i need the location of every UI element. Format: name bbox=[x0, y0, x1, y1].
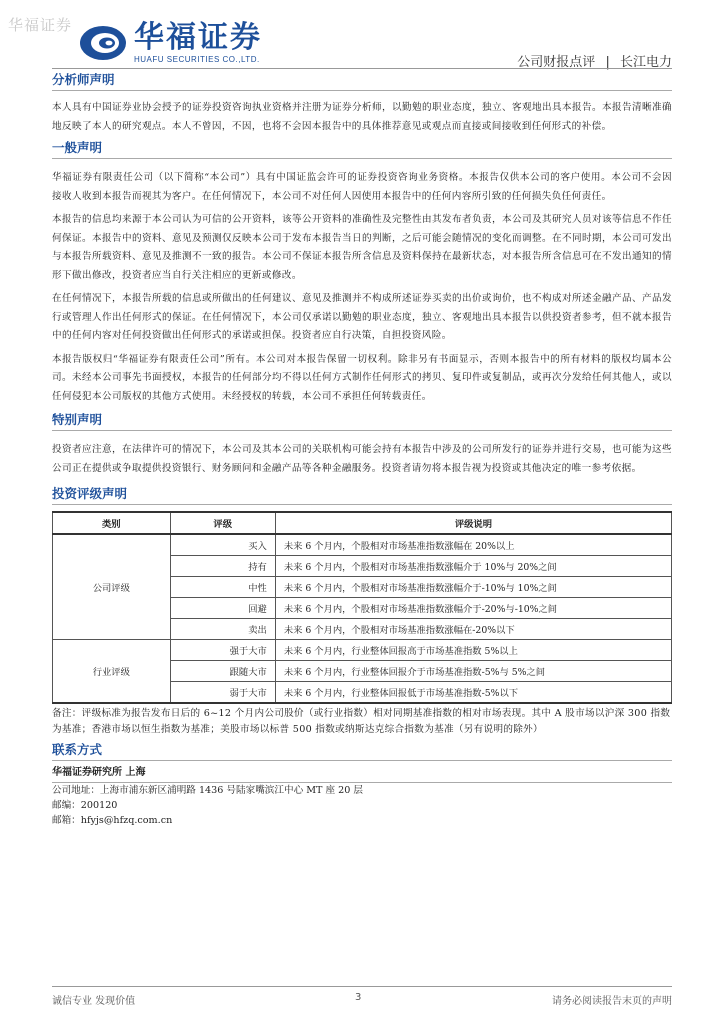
grade-cell: 跟随大市 bbox=[170, 661, 275, 682]
special-text: 投资者应注意，在法律许可的情况下，本公司及其本公司的关联机构可能会持有本报告中涉及的公司所发行的证券并进行交易，也可能为这些公司正在提供或争取提供投资银行、财务顾问和金融产品等各种金融服务。投资者请勿将本报告视为投资或其他决定的唯一参考依据。 bbox=[52, 444, 672, 474]
contact-postcode: 邮编：200120 bbox=[52, 800, 118, 811]
header-description: 评级说明 bbox=[275, 512, 671, 534]
table-row bbox=[53, 534, 672, 556]
grade-cell: 弱于大市 bbox=[170, 682, 275, 704]
page-number: 3 bbox=[355, 992, 362, 1003]
desc-cell: 未来 6 个月内，行业整体回报介于市场基准指数-5%与 5%之间 bbox=[275, 661, 671, 682]
general-para-2: 本报告的信息均来源于本公司认为可信的公开资料，该等公开资料的准确性及完整性由其发布者负责，本公司及其研究人员对该等信息不作任何保证。本报告中的资料、意见及预测仅反映本公司于发布本报告当日的判断，之后可能会随情况的变化而调整。在不同时期，本公司可发出与本报告所载资料、意见及推测不一致的报告。本公司不保证本报告所含信息及资料保持在最新状态，对本报告所含信息可在不发出通知的情形下做出修改，投资者应当自行关注相应的更新或修改。 bbox=[52, 214, 672, 281]
table-header-row bbox=[53, 512, 672, 534]
footer-divider bbox=[52, 986, 672, 987]
desc-cell: 未来 6 个月内，个股相对市场基准指数涨幅介于-10%与 10%之间 bbox=[275, 577, 671, 598]
desc-cell: 未来 6 个月内，个股相对市场基准指数涨幅在 20%以上 bbox=[275, 534, 671, 556]
footer-disclaimer: 请务必阅读报告末页的声明 bbox=[552, 996, 672, 1007]
rating-title: 投资评级声明 bbox=[52, 484, 672, 505]
contact-title: 联系方式 bbox=[52, 740, 672, 761]
contact-address: 公司地址：上海市浦东新区浦明路 1436 号陆家嘴滨江中心 MT 座 20 层 bbox=[52, 785, 363, 796]
contact-email: 邮箱：hfyjs@hfzq.com.cn bbox=[52, 815, 173, 826]
grade-cell: 买入 bbox=[170, 534, 275, 556]
special-title: 特别声明 bbox=[52, 410, 672, 431]
general-para-4: 本报告版权归“华福证券有限责任公司”所有。本公司对本报告保留一切权利。除非另有书面显示，否则本报告中的所有材料的版权均属本公司。未经本公司事先书面授权，本报告的任何部分均不得以任何方式制作任何形式的拷贝、复印件或复制品，或再次分发给任何其他人，或以任何侵犯本公司版权的其他方式使用。未经授权的转载，本公司不承担任何转载责任。 bbox=[52, 353, 672, 402]
header-category: 类别 bbox=[53, 512, 171, 534]
report-type: 公司财报点评 bbox=[517, 55, 596, 70]
general-para-3: 在任何情况下，本报告所载的信息或所做出的任何建议、意见及推测并不构成所述证券买卖的出价或询价，也不构成对所述金融产品、产品发行或管理人作出任何形式的保证。在任何情况下，本公司仅承诺以勤勉的职业态度，独立、客观地出具本报告以供投资者参考，但不就本报告中的任何内容对任何投资做出任何形式的承诺或担保。投资者应自行决策，自担投资风险。 bbox=[52, 293, 672, 341]
header-divider bbox=[52, 68, 672, 69]
header-separator: | bbox=[605, 55, 610, 70]
rating-note: 备注：评级标准为报告发布日后的 6~12 个月内公司股价（或行业指数）相对同期基准指数的相对市场表现。其中 A 股市场以沪深 300 指数为基准；香港市场以恒生指数为基准；美股市场以标普 500 指数或纳斯达克综合指数为基准（另有说明的除外） bbox=[52, 708, 671, 735]
rating-table bbox=[52, 511, 672, 704]
table-row bbox=[53, 640, 672, 661]
grade-cell: 持有 bbox=[170, 556, 275, 577]
desc-cell: 未来 6 个月内，行业整体回报高于市场基准指数 5%以上 bbox=[275, 640, 671, 661]
company-name: 长江电力 bbox=[619, 55, 672, 70]
desc-cell: 未来 6 个月内，个股相对市场基准指数涨幅介于-20%与-10%之间 bbox=[275, 598, 671, 619]
company-logo bbox=[78, 22, 262, 64]
grade-cell: 卖出 bbox=[170, 619, 275, 640]
analyst-text: 本人具有中国证券业协会授予的证券投资咨询执业资格并注册为证券分析师，以勤勉的职业态度，独立、客观地出具本报告。本报告清晰准确地反映了本人的研究观点。本人不曾因，不因，也将不会因本报告中的具体推荐意见或观点而直接或间接收到任何形式的补偿。 bbox=[52, 102, 672, 132]
grade-cell: 强于大市 bbox=[170, 640, 275, 661]
contact-block bbox=[52, 765, 672, 828]
desc-cell: 未来 6 个月内，个股相对市场基准指数涨幅介于 10%与 20%之间 bbox=[275, 556, 671, 577]
general-para-1: 华福证券有限责任公司（以下简称“本公司”）具有中国证监会许可的证券投资咨询业务资格。本报告仅供本公司的客户使用。本公司不会因接收人收到本报告而视其为客户。在任何情况下，本公司不对任何人因使用本报告中的任何内容所引致的任何损失负任何责任。 bbox=[52, 172, 672, 202]
desc-cell: 未来 6 个月内，行业整体回报低于市场基准指数-5%以下 bbox=[275, 682, 671, 704]
grade-cell: 中性 bbox=[170, 577, 275, 598]
logo-swirl-icon bbox=[78, 23, 128, 63]
analyst-title: 分析师声明 bbox=[52, 70, 672, 91]
watermark: 华福证券 bbox=[8, 16, 73, 34]
logo-cn: 华福证券 bbox=[134, 20, 262, 55]
page-content bbox=[52, 70, 672, 828]
desc-cell: 未来 6 个月内，个股相对市场基准指数涨幅在-20%以下 bbox=[275, 619, 671, 640]
header-grade: 评级 bbox=[170, 512, 275, 534]
grade-cell: 回避 bbox=[170, 598, 275, 619]
contact-org: 华福证券研究所 上海 bbox=[52, 767, 146, 778]
general-title: 一般声明 bbox=[52, 138, 672, 159]
footer-slogan: 诚信专业 发现价值 bbox=[52, 996, 136, 1007]
logo-en: HUAFU SECURITIES CO.,LTD. bbox=[134, 55, 260, 64]
category-company: 公司评级 bbox=[53, 534, 171, 640]
category-industry: 行业评级 bbox=[53, 640, 171, 704]
